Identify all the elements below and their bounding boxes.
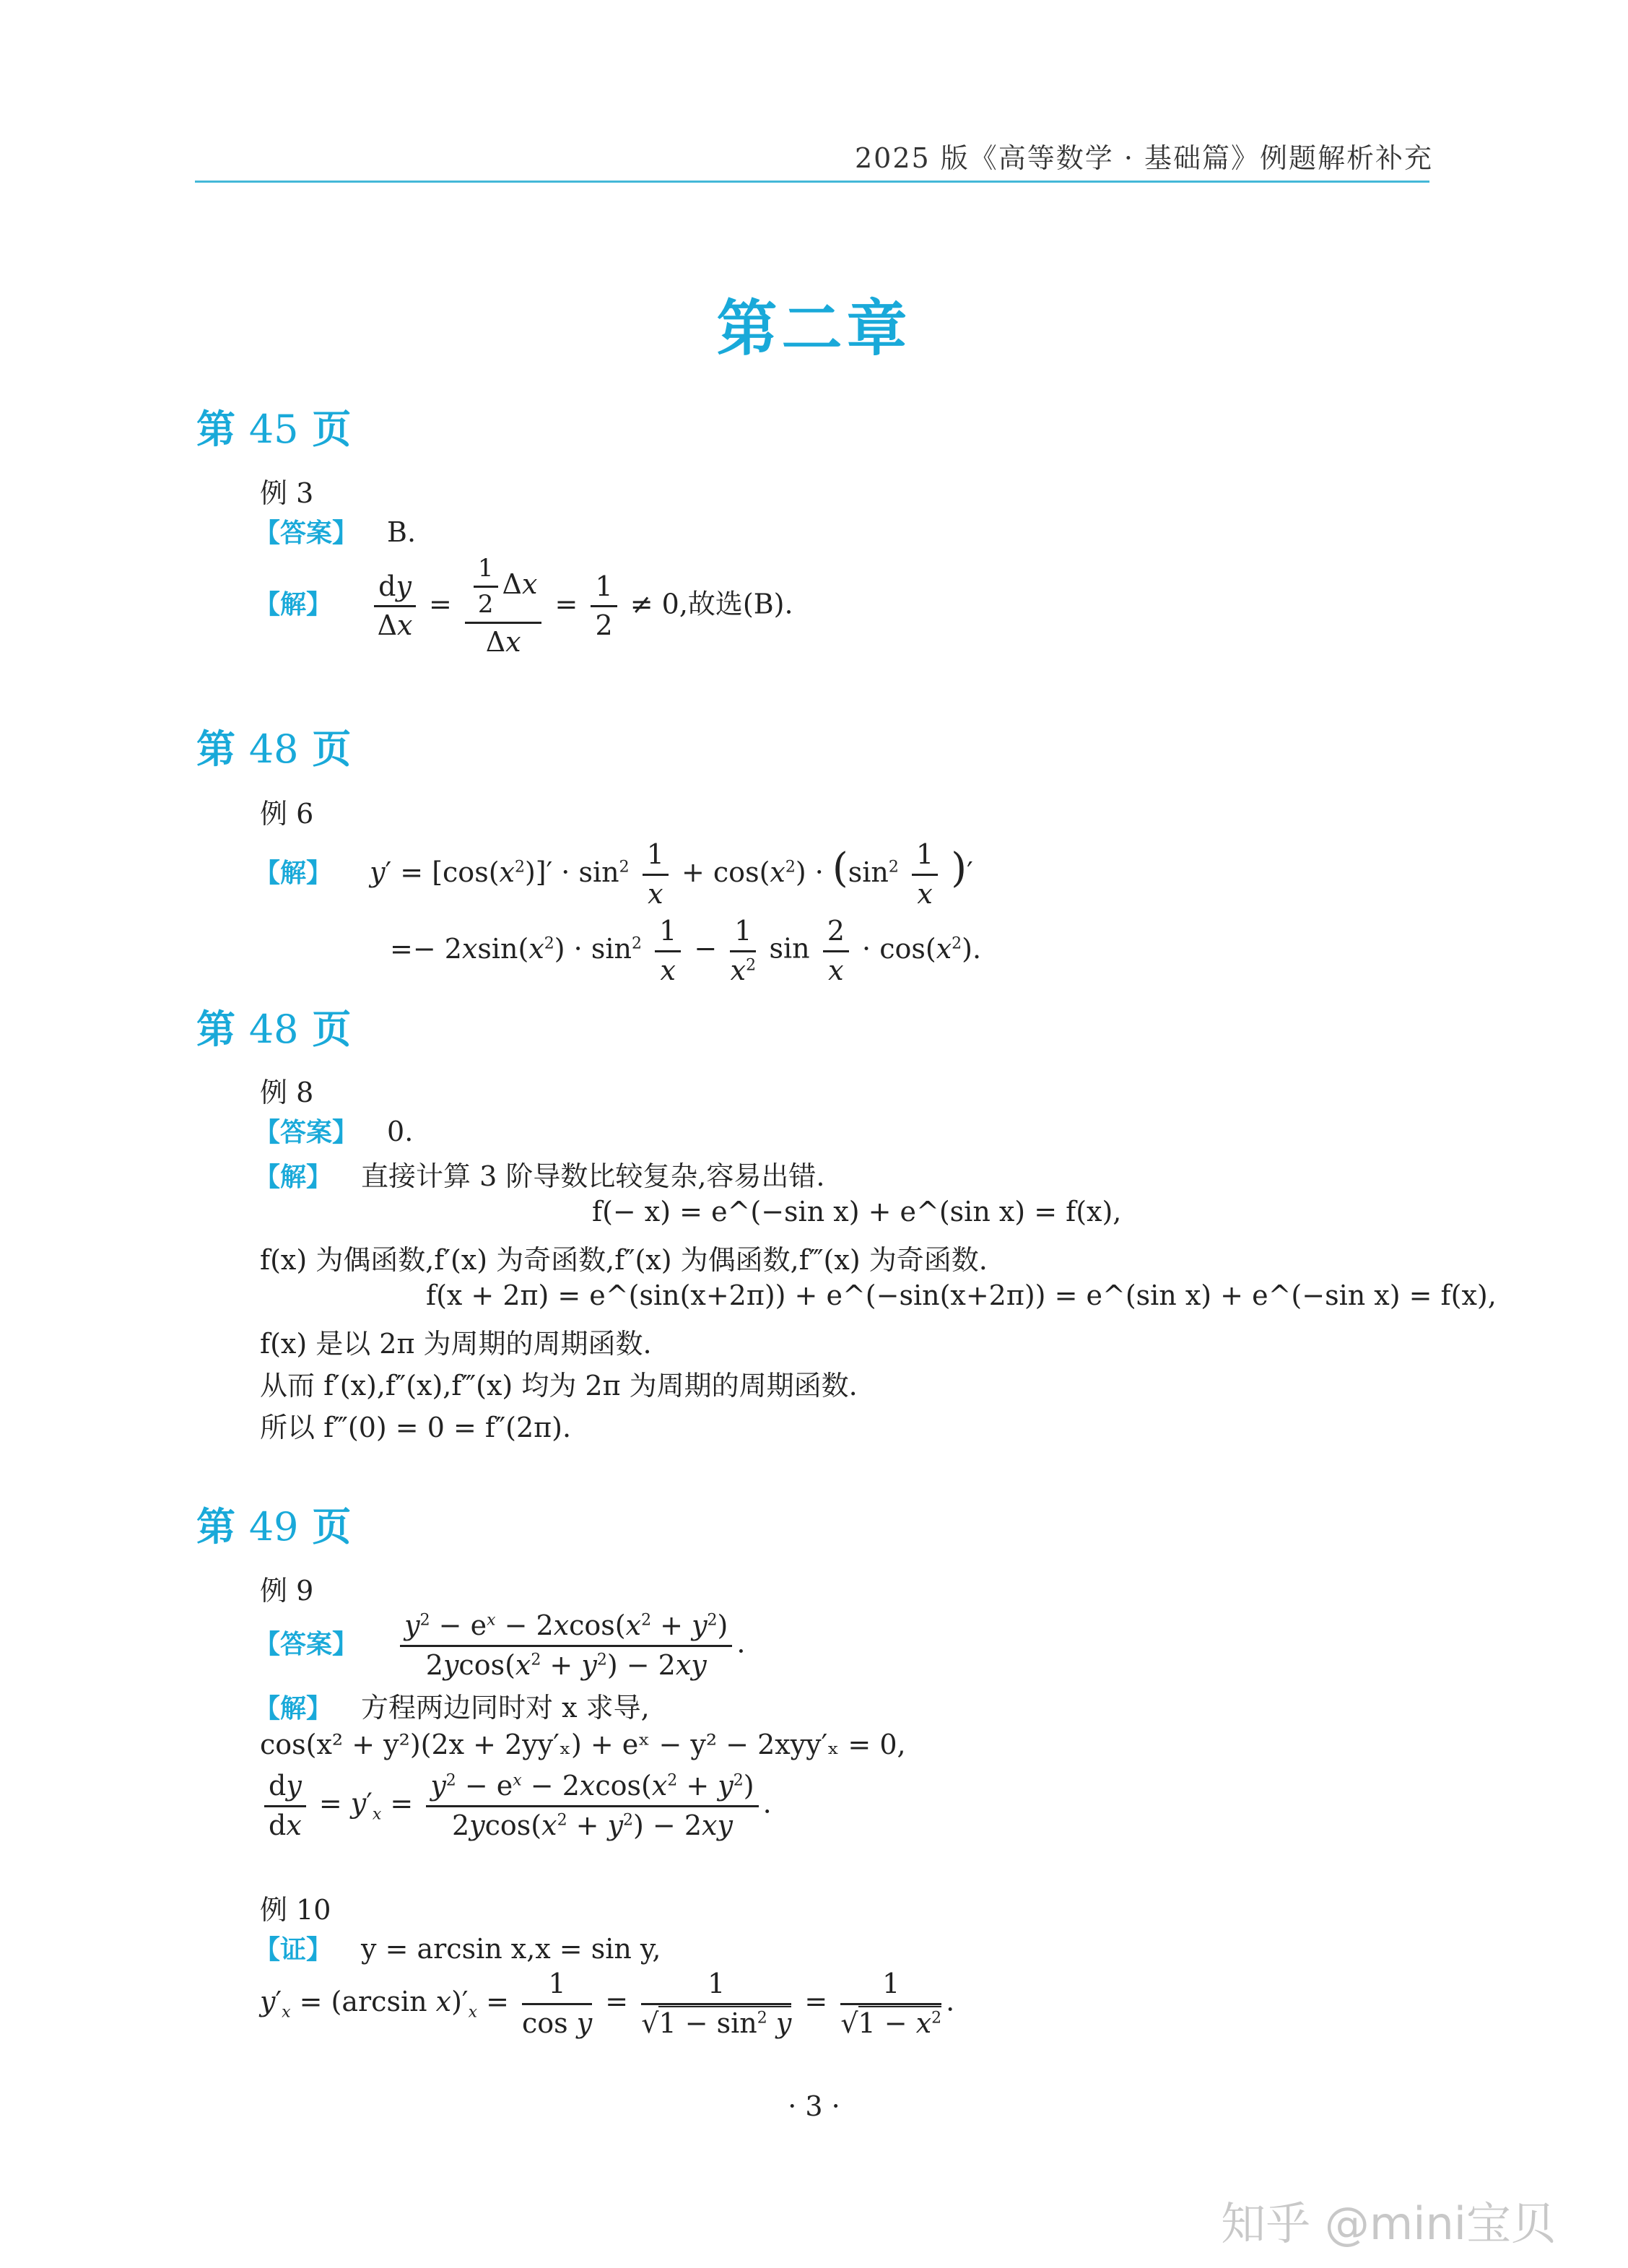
page-heading-prefix: 第 — [196, 1504, 235, 1550]
page-heading-prefix: 第 — [196, 407, 235, 452]
answer-value: 0. — [387, 1116, 414, 1147]
running-header: 2025 版《高等数学 · 基础篇》例题解析补充 — [854, 142, 1433, 174]
page-heading-suffix: 页 — [312, 1504, 352, 1550]
derivative-fraction: $\frac{y^2 - e^x - 2xcos(x^2 + y^2)}{2ycos(x^2 + y^2) - 2xy}$ — [426, 1770, 758, 1841]
page-heading-49 — [196, 1496, 351, 1552]
derivative-expression-2: + $\cos(x^2) \cdot (\sin^2$ — [681, 844, 899, 892]
example-label: 例 3 — [260, 477, 314, 509]
solution-text: 从而 f′(x),f″(x),f‴(x) 均为 2π 为周期的周期函数. — [260, 1370, 858, 1402]
solution-formula-row-2: =− $2xsin(x^2) \cdot \sin^2$ $\frac{1}{x}$ − $\frac{1}{x^2}$ sin $\frac{2}{x}$ · $\cos(x^2)$. — [390, 915, 982, 986]
fraction-1-over-sqrt-1-minus-x2: $\frac{1}{√1 - x^2}$ — [840, 1968, 942, 2039]
fraction-dy-dx: $\frac{dy}{dx}$ — [264, 1770, 306, 1841]
example-label: 例 8 — [260, 1077, 314, 1108]
derivative-expression-3: )′ — [951, 844, 973, 892]
fraction-dy-dx: $\frac{dy}{\Delta x}$ — [374, 571, 416, 642]
solution-tag: 【解】 — [254, 590, 333, 620]
fraction-2-over-x: $\frac{2}{x}$ — [823, 916, 849, 986]
page-heading-suffix: 页 — [312, 726, 352, 772]
page-number: · 3 · — [788, 2090, 840, 2122]
page-heading-48a — [196, 718, 351, 774]
answer-row — [254, 1112, 413, 1149]
answer-row — [254, 513, 416, 549]
example-label: 例 10 — [260, 1894, 331, 1926]
fraction-1-over-x: $\frac{1}{x}$ — [912, 839, 938, 910]
solution-text: 方程两边同时对 x 求导, — [361, 1692, 650, 1724]
fraction-1-over-x: $\frac{1}{x}$ — [655, 916, 681, 986]
fraction-half-dx-over-dx: $\frac{1}{2}$ Δx Δx — [465, 555, 542, 659]
answer-tag: 【答案】 — [254, 1629, 359, 1659]
solution-text: 直接计算 3 阶导数比较复杂,容易出错. — [361, 1160, 825, 1192]
answer-row: 【答案】 $\frac{y^2 - e^x - 2xcos(x^2 + y^2)}{2ycos(x^2 + y^2) - 2xy}$ . — [254, 1609, 746, 1681]
derivative-result-1: =− $2xsin(x^2) \cdot \sin^2$ — [390, 932, 642, 965]
fraction-1-over-x: $\frac{1}{x}$ — [643, 839, 669, 910]
solution-tag: 【解】 — [254, 1694, 333, 1724]
solution-tag: 【解】 — [254, 1163, 333, 1192]
answer-tag: 【答案】 — [254, 1118, 359, 1147]
page-heading-number: 45 — [248, 407, 299, 452]
page-heading-suffix: 页 — [312, 1007, 352, 1052]
watermark: 知乎 @mini宝贝 — [1221, 2197, 1556, 2250]
solution-intro-row — [254, 1154, 825, 1194]
derivative-expression-1: $y' = [\cos(x^2)]' \cdot \sin^2$ — [370, 856, 630, 888]
derivative-result-3: · $\cos(x^2)$. — [862, 932, 982, 965]
fraction-one-half: $\frac{1}{2}$ — [591, 571, 617, 642]
fraction-1-over-sqrt-1-minus-sin2y: $\frac{1}{√1 - \sin^2 y}$ — [641, 1968, 792, 2039]
fraction-1-over-cos-y: $\frac{1}{\text{cos y}}$ — [522, 1968, 593, 2039]
answer-value: B. — [387, 516, 417, 548]
proof-text: y = arcsin x,x = sin y, — [361, 1933, 661, 1965]
solution-formula-row: $\frac{dy}{dx}$ = $y'_x$ = $\frac{y^2 - e^x - 2xcos(x^2 + y^2)}{2ycos(x^2 + y^2) - 2xy}$ . — [260, 1770, 772, 1841]
solution-intro-row — [254, 1685, 650, 1725]
proof-formula-row: $y'_x = (\arcsin$ $x)'_x$ = $\frac{1}{\text{cos y}}$ = $\frac{1}{√1 - \sin^2 y}$ = $\frac{1}{√1 - x^2}$ . — [260, 1968, 955, 2039]
fraction-1-over-x2: $\frac{1}{x^2}$ — [730, 915, 757, 986]
solution-tag: 【解】 — [254, 858, 333, 888]
answer-fraction: $\frac{y^2 - e^x - 2xcos(x^2 + y^2)}{2ycos(x^2 + y^2) - 2xy}$ — [400, 1610, 732, 1681]
solution-text: 所以 f‴(0) = 0 = f″(2π). — [260, 1412, 572, 1443]
solution-formula-row-1 — [254, 839, 973, 910]
page-heading-prefix: 第 — [196, 1007, 235, 1052]
page-heading-suffix: 页 — [312, 407, 352, 452]
page-heading-number: 48 — [248, 1007, 299, 1052]
solution-text: f(x) 为偶函数,f′(x) 为奇函数,f″(x) 为偶函数,f‴(x) 为奇函数. — [260, 1244, 988, 1276]
proof-expression-1: $y'_x = (\arcsin$ $x)'_x$ = — [260, 1985, 509, 2022]
solution-conclusion: ≠ 0,故选(B). — [630, 588, 793, 620]
page-heading-number: 48 — [248, 726, 299, 772]
answer-tag: 【答案】 — [254, 518, 359, 548]
proof-row — [254, 1929, 661, 1966]
example-label: 例 6 — [260, 798, 314, 830]
page-heading-prefix: 第 — [196, 726, 235, 772]
page-heading-45 — [196, 399, 351, 454]
solution-text: f(− x) = e^(−sin x) + e^(sin x) = f(x), — [592, 1196, 1122, 1228]
example-label: 例 9 — [260, 1575, 314, 1607]
proof-tag: 【证】 — [254, 1935, 333, 1965]
page-heading-number: 49 — [248, 1504, 299, 1550]
solution-text: f(x) 是以 2π 为周期的周期函数. — [260, 1328, 652, 1360]
header-rule — [195, 181, 1429, 183]
derivative-result-2: sin — [769, 932, 810, 965]
solution-text: f(x + 2π) = e^(sin(x+2π)) + e^(−sin(x+2π)) = e^(sin x) + e^(−sin x) = f(x), — [426, 1279, 1497, 1311]
solution-formula-row: 【解】 $\frac{dy}{\Delta x}$ = $\frac{1}{2}$ Δx Δx = $\frac{1}{2}$ ≠ 0,故选(B). — [254, 554, 793, 659]
chapter-title: 第二章 — [716, 293, 912, 364]
solution-text: cos(x² + y²)(2x + 2yy′ₓ) + eˣ − y² − 2xyy′ₓ = 0, — [260, 1729, 906, 1760]
page-heading-48b — [196, 999, 351, 1054]
